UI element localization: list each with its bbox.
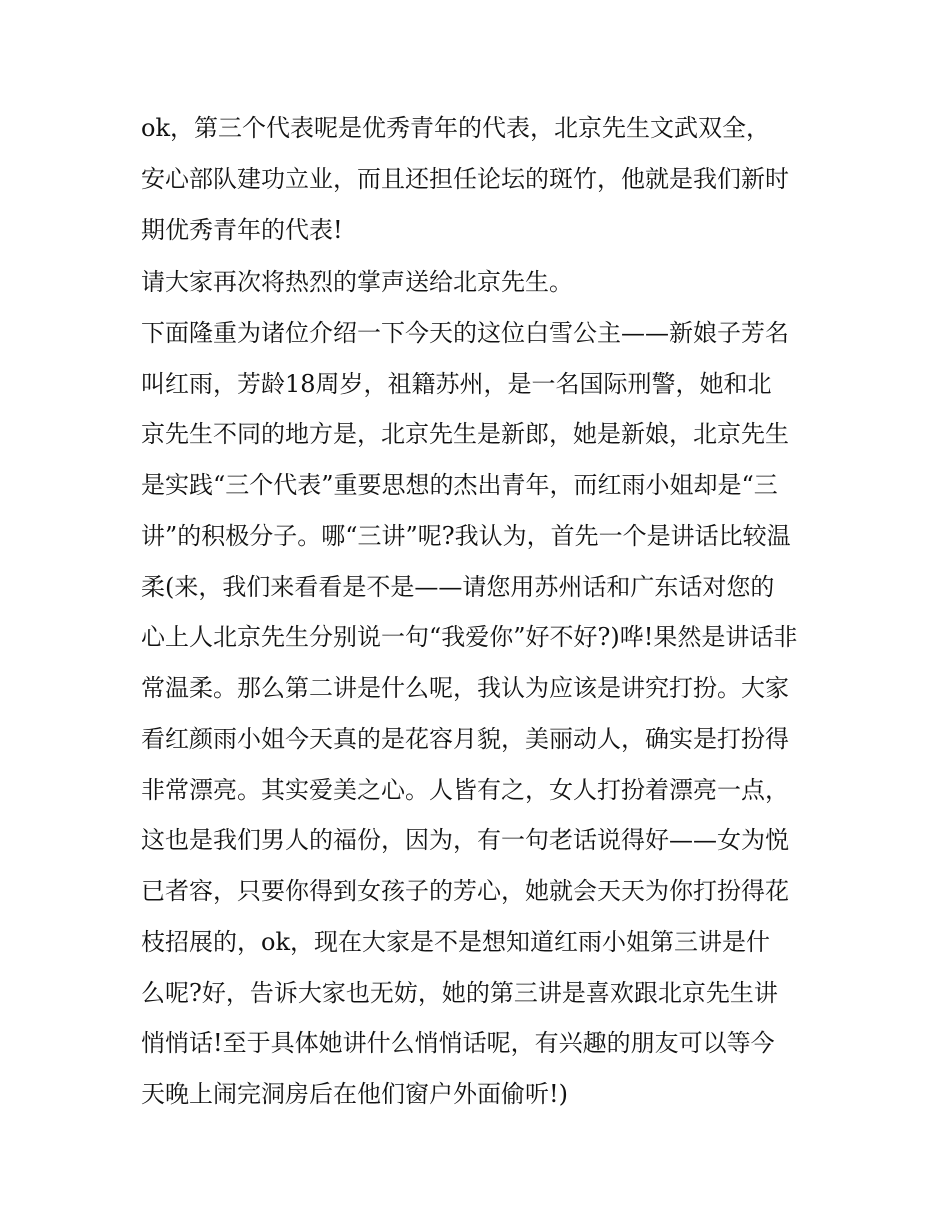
text-line: 柔(来，我们来看看是不是——请您用苏州话和广东话对您的 [141, 573, 775, 601]
text-line: 下面隆重为诸位介绍一下今天的这位白雪公主——新娘子芳名 [141, 319, 789, 347]
text-line: 这也是我们男人的福份，因为，有一句老话说得好——女为悦 [141, 826, 789, 854]
text-line: 京先生不同的地方是，北京先生是新郎，她是新娘，北京先生 [141, 420, 789, 448]
text-line: 悄悄话!至于具体她讲什么悄悄话呢，有兴趣的朋友可以等今 [141, 1029, 775, 1057]
text-line: 非常漂亮。其实爱美之心。人皆有之，女人打扮着漂亮一点， [141, 776, 789, 804]
text-line: 是实践“三个代表”重要思想的杰出青年，而红雨小姐却是“三 [141, 471, 778, 499]
text-line: 叫红雨，芳龄18周岁，祖籍苏州，是一名国际刑警，她和北 [141, 370, 772, 398]
text-line: 请大家再次将热烈的掌声送给北京先生。 [141, 268, 573, 296]
text-line: 天晚上闹完洞房后在他们窗户外面偷听!) [141, 1080, 569, 1108]
text-line: 讲”的积极分子。哪“三讲”呢?我认为，首先一个是讲话比较温 [141, 522, 791, 550]
text-line: ok，第三个代表呢是优秀青年的代表，北京先生文武双全， [141, 114, 770, 142]
text-line: 安心部队建功立业，而且还担任论坛的斑竹，他就是我们新时 [141, 165, 789, 193]
text-line: 么呢?好，告诉大家也无妨，她的第三讲是喜欢跟北京先生讲 [141, 979, 778, 1007]
text-line: 心上人北京先生分别说一句“我爱你”好不好?)哗!果然是讲话非 [141, 623, 798, 651]
text-line: 常温柔。那么第二讲是什么呢，我认为应该是讲究打扮。大家 [141, 674, 789, 702]
text-line: 枝招展的，ok，现在大家是不是想知道红雨小姐第三讲是什 [141, 928, 770, 956]
text-line: 期优秀青年的代表! [141, 216, 343, 244]
text-line: 看红颜雨小姐今天真的是花容月貌，美丽动人，确实是打扮得 [141, 725, 789, 753]
text-line: 已者容，只要你得到女孩子的芳心，她就会天天为你打扮得花 [141, 877, 789, 905]
